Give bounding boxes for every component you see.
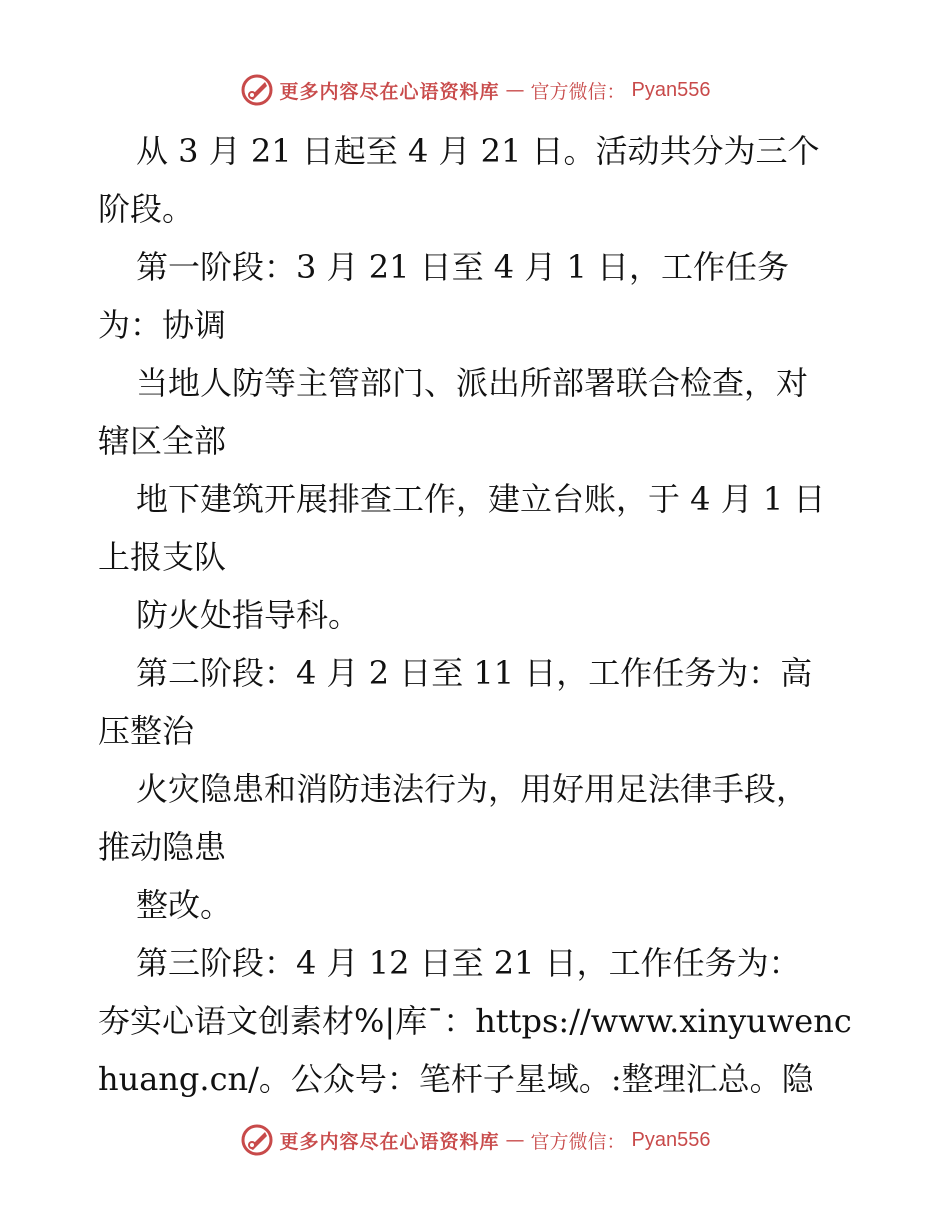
header-banner [0,70,950,110]
banner-wechat-label: 官方微信： [530,80,626,103]
quill-logo-icon [240,73,274,107]
text-line: 辖区全部 [98,422,227,460]
banner-text: 更多内容尽在心语资料库 [279,1130,500,1153]
text-line: 从 3 月 21 日起至 4 月 21 日。活动共分为三个 [136,132,820,170]
text-line: 整改。 [136,886,233,924]
document-body [98,122,858,1108]
text-line: 推动隐患 [98,828,227,866]
text-line: 阶段。 [98,190,195,228]
banner-wechat-id: Pyan556 [631,1128,711,1151]
quill-logo-icon [240,1123,274,1157]
banner-wechat-label: 官方微信： [530,1130,626,1153]
text-line: 压整治 [98,712,195,750]
text-line: 第三阶段：4 月 12 日至 21 日，工作任务为： [136,944,801,982]
banner-text: 更多内容尽在心语资料库 [279,80,500,103]
text-line: 火灾隐患和消防违法行为，用好用足法律手段， [136,770,809,808]
footer-banner [0,1120,950,1160]
text-line: 当地人防等主管部门、派出所部署联合检查，对 [136,364,809,402]
banner-wechat-id: Pyan556 [631,78,711,101]
text-line: 夯实心语文创素材%|库¯：https://www.xinyuwenc [98,1002,852,1040]
text-line: 上报支队 [98,538,227,576]
text-line: 为：协调 [98,306,227,344]
text-line: 第二阶段：4 月 2 日至 11 日，工作任务为：高 [136,654,813,692]
banner-separator: — [505,1129,525,1151]
text-line: 防火处指导科。 [136,596,361,634]
banner-separator: — [505,79,525,101]
text-line: huang.cn/。公众号：笔杆子星域。:整理汇总。隐 [98,1060,814,1098]
text-line: 第一阶段：3 月 21 日至 4 月 1 日，工作任务 [136,248,790,286]
text-line: 地下建筑开展排查工作，建立台账，于 4 月 1 日 [136,480,826,518]
